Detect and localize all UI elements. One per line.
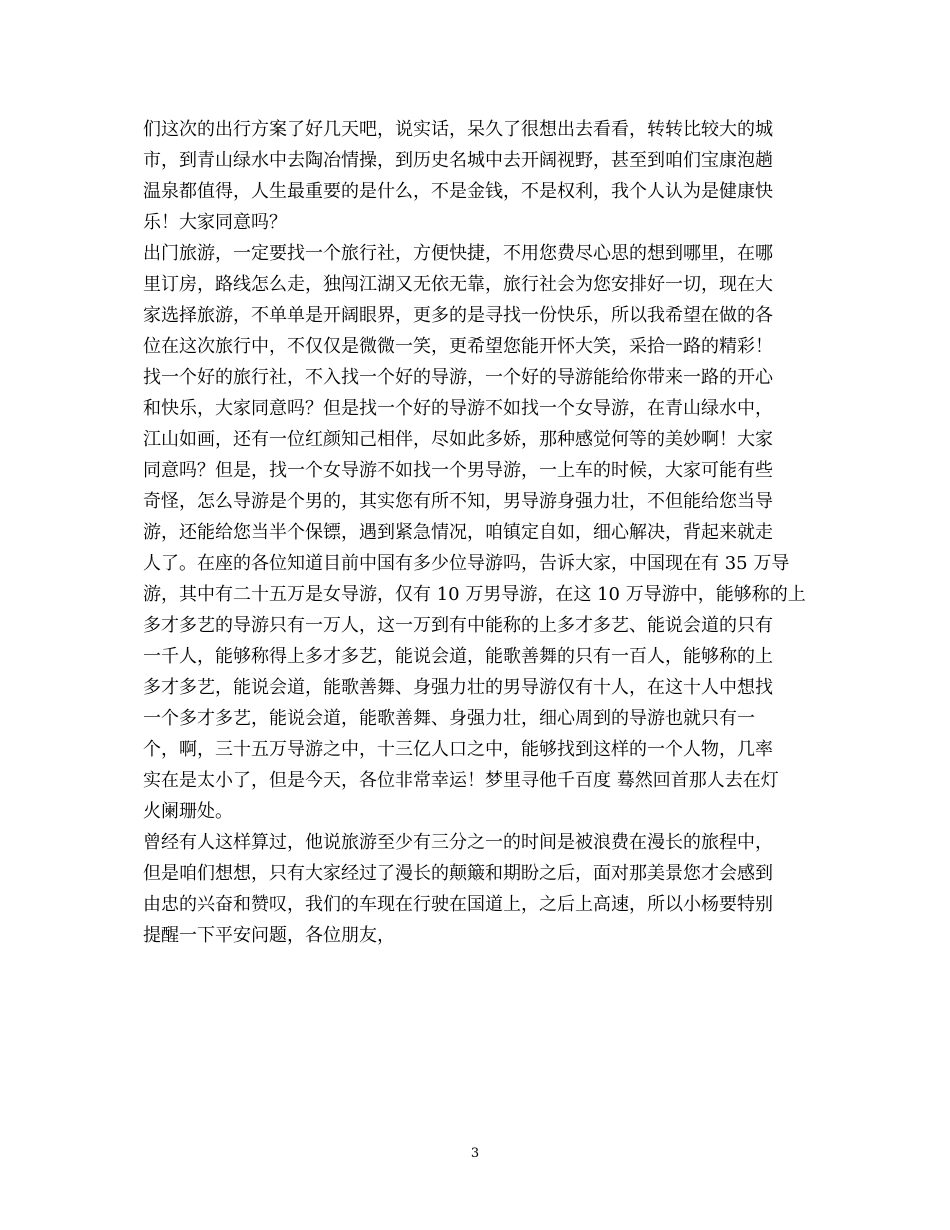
text-line: 一个多才多艺，能说会道，能歌善舞、身强力壮，细心周到的导游也就只有一 xyxy=(143,708,755,729)
text-line: 同意吗？但是，找一个女导游不如找一个男导游，一上车的时候，大家可能有些 xyxy=(143,460,773,481)
text-line: 个，啊，三十五万导游之中，十三亿人口之中，能够找到这样的一个人物，几率 xyxy=(143,739,773,760)
text-line: 提醒一下平安问题，各位朋友， xyxy=(143,925,395,946)
text-line: 找一个好的旅行社，不入找一个好的导游，一个好的导游能给你带来一路的开心 xyxy=(143,367,773,388)
text-line: 人了。在座的各位知道目前中国有多少位导游吗，告诉大家，中国现在有 35 万导 xyxy=(143,553,790,574)
text-line: 火阑珊处。 xyxy=(143,801,233,822)
page-number: 3 xyxy=(470,1146,480,1161)
text-line: 多才多艺，能说会道，能歌善舞、身强力壮的男导游仅有十人，在这十人中想找 xyxy=(143,677,773,698)
text-line: 家选择旅游，不单单是开阔眼界，更多的是寻找一份快乐，所以我希望在做的各 xyxy=(143,305,773,326)
text-line: 实在是太小了，但是今天，各位非常幸运！梦里寻他千百度 蓦然回首那人去在灯 xyxy=(143,770,779,791)
text-line: 曾经有人这样算过，他说旅游至少有三分之一的时间是被浪费在漫长的旅程中， xyxy=(143,832,773,853)
text-line: 游，还能给您当半个保镖，遇到紧急情况，咱镇定自如，细心解决，背起来就走 xyxy=(143,522,773,543)
text-line: 乐！大家同意吗？ xyxy=(143,212,287,233)
text-line: 江山如画，还有一位红颜知己相伴，尽如此多娇，那种感觉何等的美妙啊！大家 xyxy=(143,429,773,450)
text-line: 由忠的兴奋和赞叹，我们的车现在行驶在国道上，之后上高速，所以小杨要特别 xyxy=(143,894,773,915)
text-line: 游，其中有二十五万是女导游，仅有 10 万男导游，在这 10 万导游中，能够称的上 xyxy=(143,584,806,605)
text-line: 但是咱们想想，只有大家经过了漫长的颠簸和期盼之后，面对那美景您才会感到 xyxy=(143,863,773,884)
text-line: 多才多艺的导游只有一万人，这一万到有中能称的上多才多艺、能说会道的只有 xyxy=(143,615,773,636)
text-line: 出门旅游，一定要找一个旅行社，方便快捷，不用您费尽心思的想到哪里，在哪 xyxy=(143,243,773,264)
text-line: 一千人，能够称得上多才多艺，能说会道，能歌善舞的只有一百人，能够称的上 xyxy=(143,646,773,667)
text-line: 里订房，路线怎么走，独闯江湖又无依无靠，旅行社会为您安排好一切，现在大 xyxy=(143,274,773,295)
text-line: 温泉都值得，人生最重要的是什么，不是金钱，不是权利，我个人认为是健康快 xyxy=(143,181,773,202)
text-line: 奇怪，怎么导游是个男的，其实您有所不知，男导游身强力壮，不但能给您当导 xyxy=(143,491,773,512)
text-line: 和快乐，大家同意吗？但是找一个好的导游不如找一个女导游，在青山绿水中， xyxy=(143,398,773,419)
text-line: 们这次的出行方案了好几天吧，说实话，呆久了很想出去看看，转转比较大的城 xyxy=(143,119,773,140)
text-line: 市，到青山绿水中去陶冶情操，到历史名城中去开阔视野，甚至到咱们宝康泡趟 xyxy=(143,150,773,171)
text-line: 位在这次旅行中，不仅仅是微微一笑，更希望您能开怀大笑，采拾一路的精彩！ xyxy=(143,336,773,357)
body-text xyxy=(143,114,823,951)
